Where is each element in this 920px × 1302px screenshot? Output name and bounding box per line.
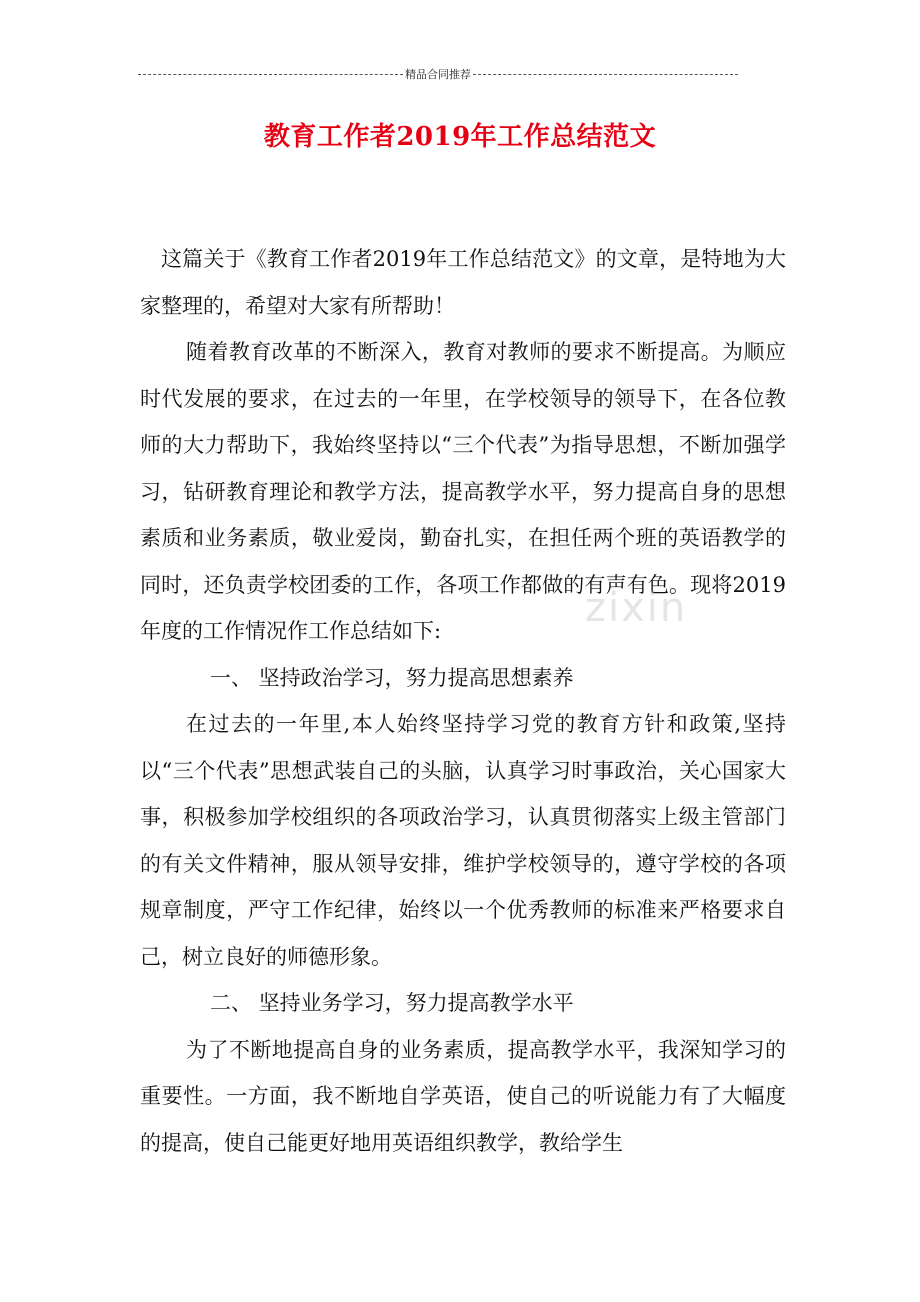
body-paragraph: 随着教育改革的不断深入，教育对教师的要求不断提高。为顺应时代发展的要求，在过去的一年里，在学校领导的领导下，在各位教师的大力帮助下，我始终坚持以“三个代表”为指导思想，不断加强学习，钻研教育理论和教学方法，提高教学水平，努力提高自身的思想素质和业务素质，敬业爱岗，勤奋扎实，在担任两个班的英语教学的同时，还负责学校团委的工作，各项工作都做的有声有色。现将2019年度的工作情况作工作总结如下: bbox=[140, 340, 786, 643]
intro-paragraph: 这篇关于《教育工作者2019年工作总结范文》的文章，是特地为大家整理的，希望对大家有所帮助！ bbox=[140, 247, 786, 318]
header-dash-left bbox=[138, 74, 403, 75]
body-paragraph: 为了不断地提高自身的业务素质，提高教学水平，我深知学习的重要性。一方面，我不断地自学英语，使自己的听说能力有了大幅度的提高，使自己能更好地用英语组织教学，教给学生 bbox=[140, 1037, 786, 1155]
body-paragraph: 在过去的一年里,本人始终坚持学习党的教育方针和政策,坚持以“三个代表”思想武装自己的头脑，认真学习时事政治，关心国家大事，积极参加学校组织的各项政治学习，认真贯彻落实上级主管部门的有关文件精神，服从领导安排，维护学校领导的，遵守学校的各项规章制度，严守工作纪律，始终以一个优秀教师的标准来严格要求自己，树立良好的师德形象。 bbox=[140, 712, 786, 969]
page-header bbox=[138, 66, 738, 82]
header-label: 精品合同推荐 bbox=[405, 68, 471, 81]
section-heading: 一、 坚持政治学习，努力提高思想素养 bbox=[210, 665, 574, 690]
section-heading: 二、 坚持业务学习，努力提高教学水平 bbox=[210, 991, 574, 1015]
header-dash-right bbox=[473, 74, 738, 75]
watermark: zixin bbox=[585, 585, 688, 631]
document-body bbox=[140, 236, 786, 1166]
document-title: 教育工作者2019年工作总结范文 bbox=[263, 122, 657, 152]
